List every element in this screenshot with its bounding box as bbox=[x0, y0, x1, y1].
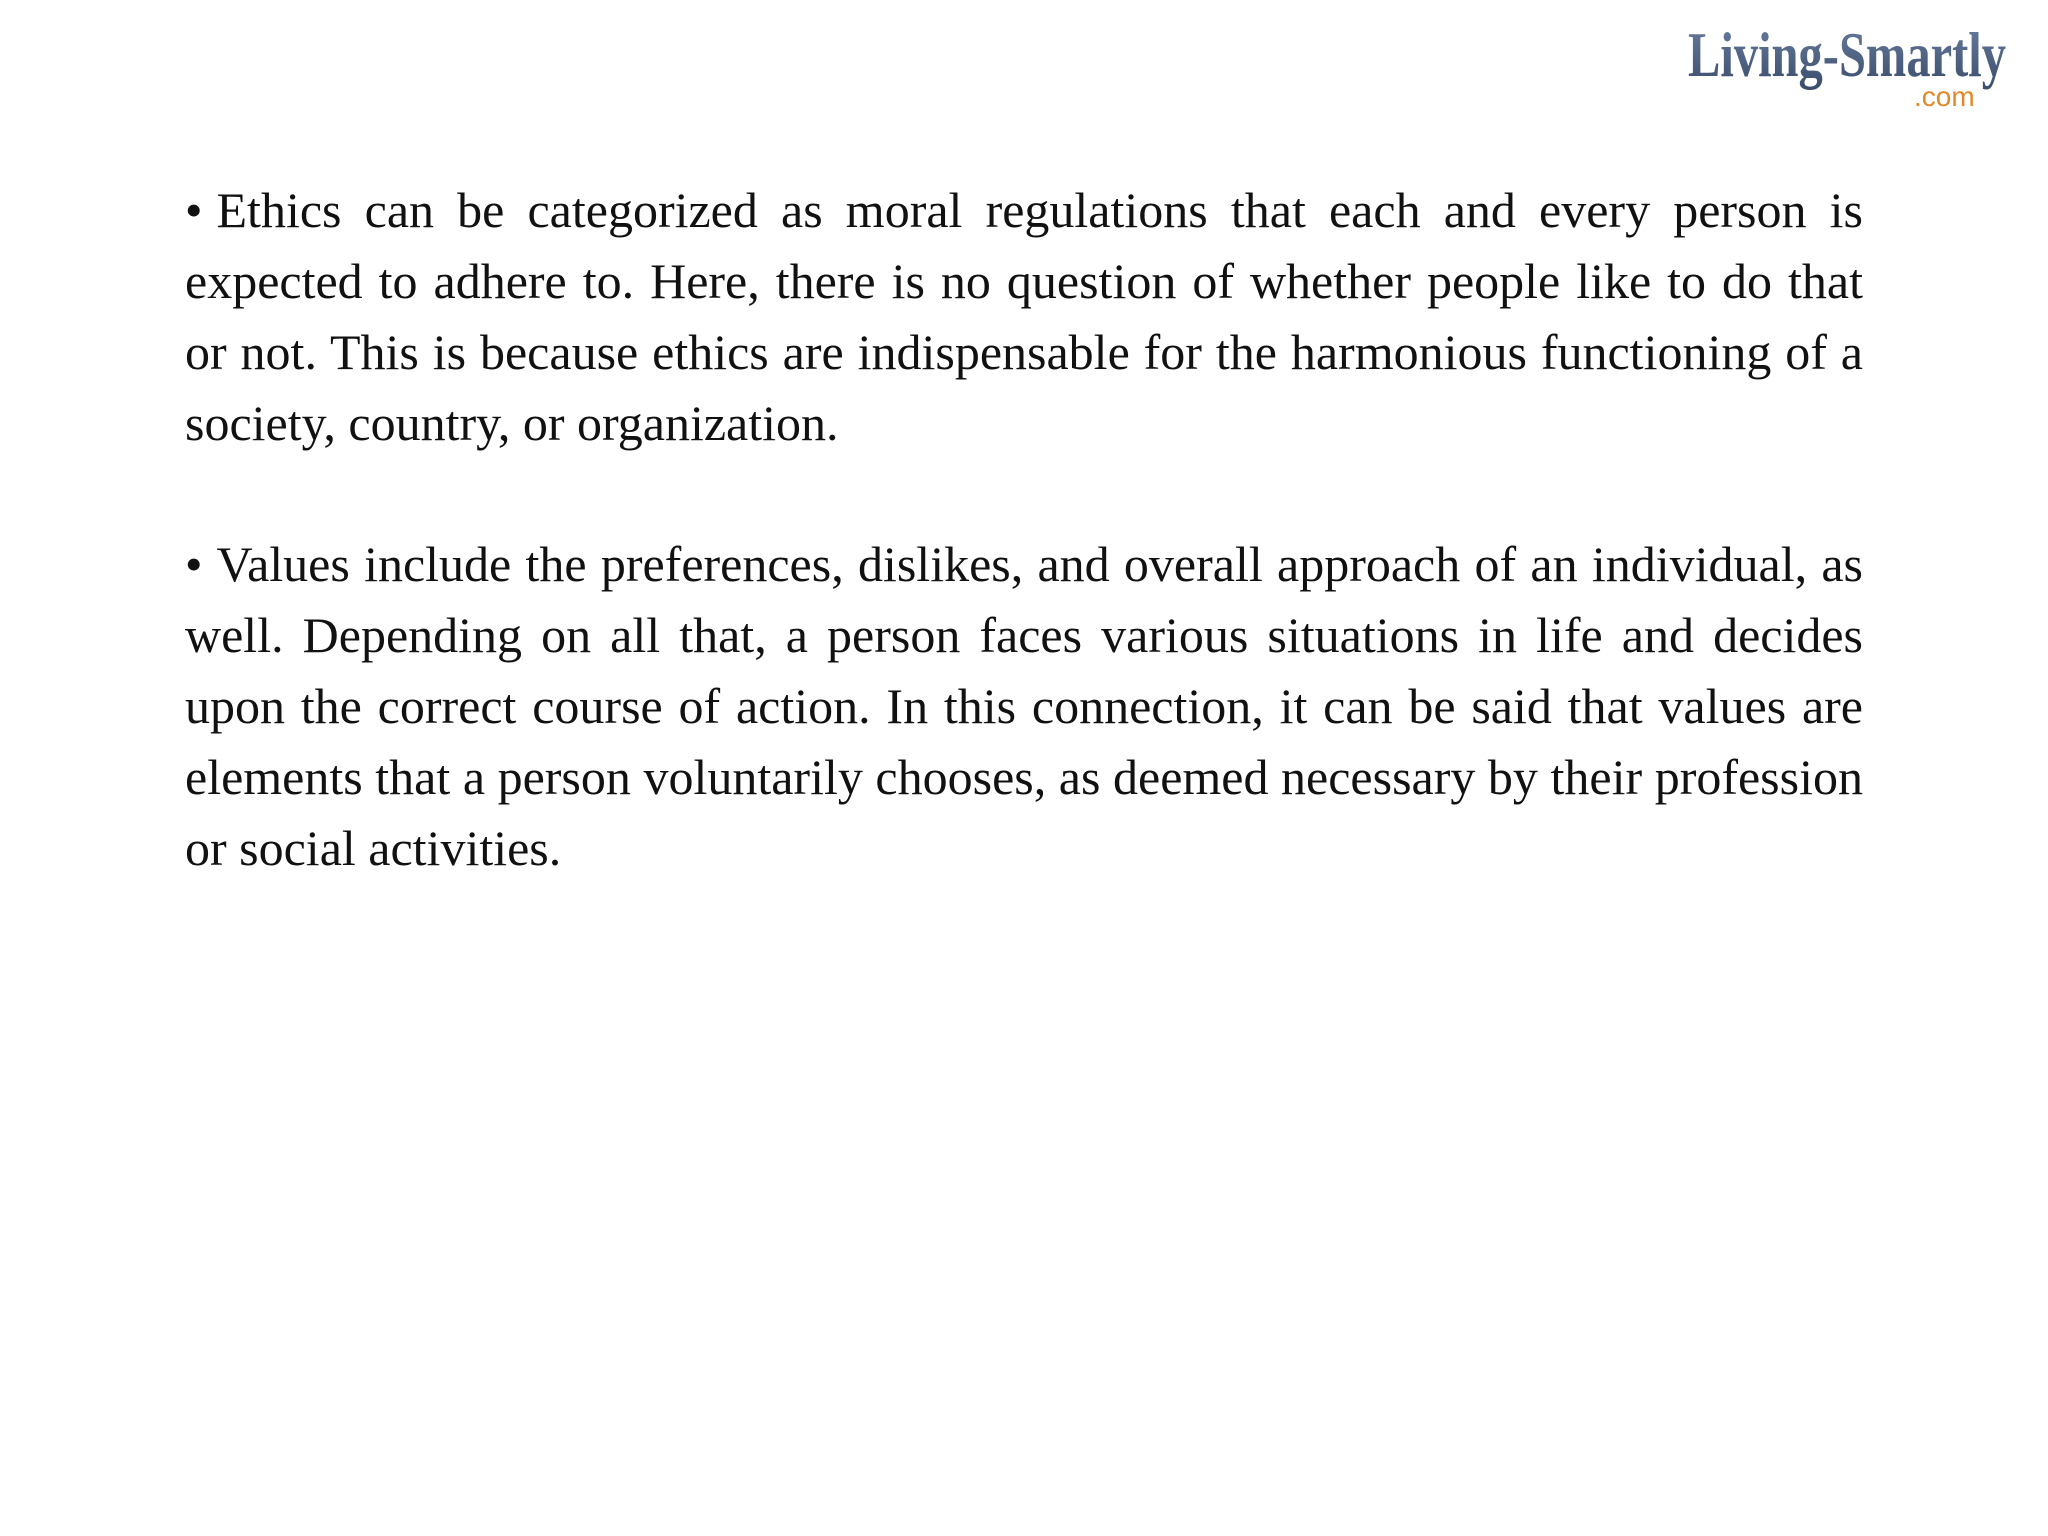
bullet-text: Ethics can be categorized as moral regulations that each and every person is expected to adhere to. Here, there is no question of whether people like to do that or not. This is because ethics are indispensable for the harmonious functioning of a society, country, or organization. bbox=[185, 182, 1863, 451]
bullet-marker: • bbox=[185, 182, 203, 238]
slide-content bbox=[185, 175, 1863, 954]
bullet-paragraph-values bbox=[185, 529, 1863, 884]
logo-brand-main: Living-Smartly bbox=[1688, 19, 2006, 90]
bullet-paragraph-ethics bbox=[185, 175, 1863, 459]
logo-brand-suffix: .com bbox=[1914, 81, 1975, 112]
bullet-text: Values include the preferences, dislikes, and overall approach of an individual, as well. Depending on all that, a person faces various situations in life and decides upon the correct course of action. In this connection, it can be said that values are elements that a person voluntarily chooses, as deemed necessary by their profession or social activities. bbox=[185, 536, 1863, 876]
logo-graphic bbox=[1684, 14, 2014, 124]
bullet-marker: • bbox=[185, 536, 203, 592]
living-smartly-logo bbox=[1684, 14, 2014, 124]
